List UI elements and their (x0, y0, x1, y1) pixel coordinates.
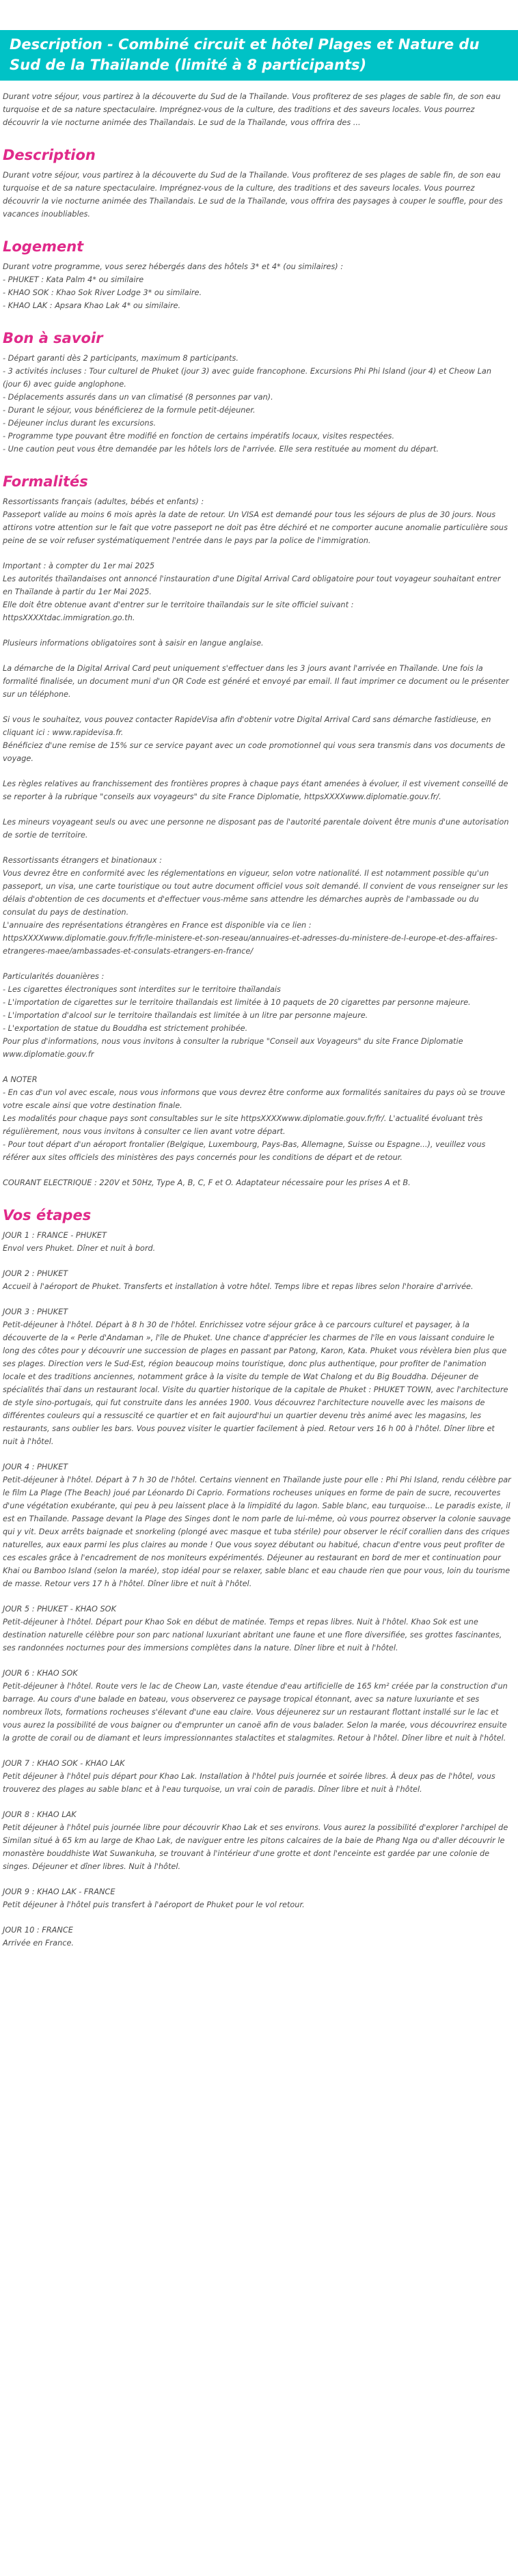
bon-a-savoir-line: - Programme type pouvant être modifié en fonction de certains impératifs locaux, visites respectées. (3, 432, 395, 441)
formalites-paragraph: Particularités douanières : - Les cigarettes électroniques sont interdites sur le territoire thaïlandais - L'importation de cigarettes sur le territoire thaïlandais est limitée à 10 paquets de 20 cigarettes par personne majeure. - L'importation d'alcool sur le territoire thaïlandais est limitée à un litre par personne majeure. - L'exportation de statue du Bouddha est strictement prohibée. Pour plus d'informations, nous vous invitons à consulter la rubrique "Conseil aux Voyageurs" du site France Diplomatie www.diplomatie.gouv.fr (3, 972, 471, 1059)
formalites-body (3, 495, 511, 1189)
day-title: JOUR 3 : PHUKET (3, 1307, 68, 1316)
day-text: Petit déjeuner à l'hôtel puis transfert à l'aéroport de Phuket pour le vol retour. (3, 1900, 305, 1909)
bon-a-savoir-line: - Durant le séjour, vous bénéficierez de la formule petit-déjeuner. (3, 406, 256, 415)
formalites-paragraph: Plusieurs informations obligatoires sont à saisir en langue anglaise. (3, 639, 264, 648)
logement-heading: Logement (3, 238, 84, 255)
spacer (3, 803, 511, 816)
spacer (3, 1590, 511, 1603)
spacer (3, 1911, 511, 1924)
day-block (3, 1924, 511, 1950)
day-title: JOUR 8 : KHAO LAK (3, 1810, 77, 1819)
spacer (3, 765, 511, 777)
formalites-paragraph: Les mineurs voyageant seuls ou avec une personne ne disposant pas de l'autorité parentale doivent être munis d'une autorisation de sortie de territoire. (3, 818, 509, 840)
page (0, 30, 518, 1950)
logement-list (3, 260, 511, 312)
logement-section (3, 237, 511, 312)
spacer (3, 1873, 511, 1885)
spacer (3, 1164, 511, 1176)
spacer (3, 1255, 511, 1267)
formalites-paragraph: Ressortissants français (adultes, bébés et enfants) : Passeport valide au moins 6 mois après la date de retour. Un VISA est demandé pour tous les séjours de plus de 30 jours. Nous attirons votre attention sur le fait que votre passeport ne doit pas être déchiré et ne comporter aucune anomalie particulière sous peine de se voir refuser systématiquement l'entrée dans le pays par la police de l'immigration. (3, 497, 508, 545)
logement-line: Durant votre programme, vous serez hébergés dans des hôtels 3* et 4* (ou similaires) : (3, 262, 344, 271)
title-banner (0, 30, 518, 81)
day-text: Accueil à l'aéroport de Phuket. Transferts et installation à votre hôtel. Temps libre et repas libres selon l'horaire d'arrivée. (3, 1282, 474, 1291)
formalites-paragraph: Si vous le souhaitez, vous pouvez contacter RapideVisa afin d'obtenir votre Digital Arrival Card sans démarche fastidieuse, en cliquant ici : www.rapidevisa.fr. Bénéficiez d'une remise de 15% sur ce service payant avec un code promotionnel qui vous sera transmis dans vos documents de voyage. (3, 715, 506, 763)
bon-a-savoir-heading: Bon à savoir (3, 330, 103, 346)
spacer (3, 1654, 511, 1667)
day-title: JOUR 4 : PHUKET (3, 1463, 68, 1471)
spacer (3, 958, 511, 970)
spacer (3, 701, 511, 713)
day-block (3, 1305, 511, 1448)
bon-a-savoir-line: - Départ garanti dès 2 participants, maximum 8 participants. (3, 354, 238, 363)
day-title: JOUR 7 : KHAO SOK - KHAO LAK (3, 1759, 125, 1768)
day-title: JOUR 2 : PHUKET (3, 1269, 68, 1278)
day-text: Envol vers Phuket. Dîner et nuit à bord. (3, 1244, 156, 1253)
day-block (3, 1757, 511, 1796)
bon-a-savoir-line: - Une caution peut vous être demandée par les hôtels lors de l'arrivée. Elle sera restituée au moment du départ. (3, 445, 439, 454)
day-title: JOUR 10 : FRANCE (3, 1926, 73, 1935)
formalites-paragraph: COURANT ELECTRIQUE : 220V et 50Hz, Type A, B, C, F et O. Adaptateur nécessaire pour les prises A et B. (3, 1178, 411, 1187)
day-text: Petit-déjeuner à l'hôtel. Départ à 8 h 30 de l'hôtel. Enrichissez votre séjour grâce à ce parcours culturel et paysager, à la découverte de la « Perle d'Andaman », l'île de Phuket. Une chance d'apprécier les charmes de l'île en vous laissant conduire le long des côtes pour y découvrir une succession de plages en passant par Patong, Karon, Kata. Phuket vous révèlera bien plus que ses plages. Direction vers le Sud-Est, région beaucoup moins touristique, donc plus authentique, pour profiter de l'animation locale et des traditions anciennes, notamment grâce à la visite du temple de Wat Chalong et du Big Bouddha. Déjeuner de spécialités thaï dans un restaurant local. Visite du quartier historique de la capitale de Phuket : PHUKET TOWN, avec l'architecture de style sino-portugais, qui fut construite dans les années 1900. Vous découvrez l'architecture nouvelle avec les maisons de différentes couleurs qui a ressuscité ce quartier et en fait aujourd'hui un quartier devenu très animé avec les magasins, les restaurants, sans oublier les bars. Vous pouvez visiter le quartier facilement à pied. Retour vers 16 h 00 à l'hôtel. Dîner libre et nuit à l'hôtel. (3, 1320, 508, 1446)
description-text: Durant votre séjour, vous partirez à la découverte du Sud de la Thaïlande. Vous profiterez de ses plages de sable fin, de son eau turquoise et de sa nature spectaculaire. Imprégnez-vous de la culture, des traditions et des saveurs locales. Vous pourrez découvrir la vie nocturne animée des Thaïlandais. Le sud de la Thaïlande, vous offrira des paysages à couper le souffle, pour des vacances inoubliables. (3, 171, 503, 219)
spacer (3, 624, 511, 637)
day-block (3, 1267, 511, 1293)
spacer (3, 1796, 511, 1808)
day-block (3, 1885, 511, 1911)
intro-text: Durant votre séjour, vous partirez à la découverte du Sud de la Thaïlande. Vous profiterez de ses plages de sable fin, de son eau turquoise et de sa nature spectaculaire. Imprégnez-vous de la culture, des traditions et des saveurs locales. Vous pourrez découvrir la vie nocturne animée des Thaïlandais. Le sud de la Thaïlande, vous offrira des ... (3, 92, 501, 127)
day-text: Petit-déjeuner à l'hôtel. Départ pour Khao Sok en début de matinée. Temps et repas libres. Nuit à l'hôtel. Khao Sok est une destination naturelle célèbre pour son parc national luxuriant abritant une faune et une flore diversifiée, ses grottes fascinantes, ses randonnées nocturnes pour des immersions complètes dans la nature. Dîner libre et nuit à l'hôtel. (3, 1618, 502, 1652)
day-text: Arrivée en France. (3, 1939, 74, 1948)
etapes-heading: Vos étapes (3, 1207, 92, 1223)
bon-a-savoir-line: - Déplacements assurés dans un van climatisé (8 personnes par van). (3, 393, 273, 402)
logement-line: - KHAO LAK : Apsara Khao Lak 4* ou similaire. (3, 301, 181, 310)
day-title: JOUR 1 : FRANCE - PHUKET (3, 1231, 107, 1240)
day-text: Petit-déjeuner à l'hôtel. Départ à 7 h 30 de l'hôtel. Certains viennent en Thaïlande juste pour elle : Phi Phi Island, rendu célèbre par le film La Plage (The Beach) joué par Léonardo Di Caprio. Formations rocheuses uniques en forme de pain de sucre, recouvertes d'une végétation exubérante, qui peu à peu laissent place à la limpidité du lagon. Sable blanc, eau turquoise... Le paradis existe, il est en Thaïlande. Passage devant la Plage des Singes dont le nom parle de lui-même, où vous pourrez observer la colonie sauvage qui y vit. Deux arrêts baignade et snorkeling (plongé avec masque et tuba stérile) pour observer le récif corallien dans des criques naturelles, aux eaux parmi les plus claires au monde ! Que vous soyez débutant ou habitué, chacun d'entre vous peut profiter de ces escales grâce à l'encadrement de nos moniteurs expérimentés. Déjeuner au restaurant en bord de mer et continuation pour Khai ou Bamboo Island (selon la marée), stop idéal pour se relaxer, sable blanc et eau chaude rien que pour vous, loin du tourisme de masse. Retour vers 17 h à l'hôtel. Dîner libre et nuit à l'hôtel. (3, 1476, 511, 1588)
formalites-paragraph: Les règles relatives au franchissement des frontières propres à chaque pays étant amenées à évoluer, il est vivement conseillé de se reporter à la rubrique "conseils aux voyageurs" du site France Diplomatie, httpsXXXXwww.diplomatie.gouv.fr/. (3, 779, 508, 801)
day-title: JOUR 5 : PHUKET - KHAO SOK (3, 1605, 116, 1614)
day-block (3, 1229, 511, 1255)
etapes-body (3, 1229, 511, 1950)
day-block (3, 1460, 511, 1590)
bon-a-savoir-line: - 3 activités incluses : Tour culturel de Phuket (jour 3) avec guide francophone. Excursions Phi Phi Island (jour 4) et Cheow Lan (jour 6) avec guide anglophone. (3, 367, 492, 389)
spacer (3, 650, 511, 662)
bon-a-savoir-line: - Déjeuner inclus durant les excursions. (3, 419, 156, 428)
day-block (3, 1667, 511, 1745)
day-title: JOUR 9 : KHAO LAK - FRANCE (3, 1887, 115, 1896)
description-section (3, 146, 511, 221)
logement-line: - KHAO SOK : Khao Sok River Lodge 3* ou similaire. (3, 288, 202, 297)
day-text: Petit déjeuner à l'hôtel puis journée libre pour découvrir Khao Lak et ses environs. Vous aurez la possibilité d'explorer l'archipel de Similan situé à 65 km au large de Khao Lak, de naviguer entre les pitons calcaires de la baie de Phang Nga ou d'aller découvrir le monastère bouddhiste Wat Suwankuha, se trouvant à l'intérieur d'une grotte et dont l'enceinte est gardée par une colonie de singes. Déjeuner et dîner libres. Nuit à l'hôtel. (3, 1823, 508, 1871)
formalites-section (3, 472, 511, 1189)
description-heading: Description (3, 147, 96, 163)
day-text: Petit déjeuner à l'hôtel puis départ pour Khao Lak. Installation à l'hôtel puis journée et soirée libres. À deux pas de l'hôtel, vous trouverez des plages au sable blanc et à l'eau turquoise, un vrai coin de paradis. Dîner libre et nuit à l'hôtel. (3, 1772, 495, 1794)
spacer (3, 1061, 511, 1073)
day-text: Petit-déjeuner à l'hôtel. Route vers le lac de Cheow Lan, vaste étendue d'eau artificielle de 165 km² créée par la construction d'un barrage. Au cours d'une balade en bateau, vous observerez ce paysage tropical étonnant, avec sa nature luxuriante et ses nombreux îlots, formations rocheuses s'élevant d'une eau claire. Vous déjeunerez sur un restaurant flottant installé sur le lac et vous aurez la possibilité de vous baigner ou d'emprunter un canoë afin de vous balader. Selon la marée, vous découvrirez ensuite la grotte de corail ou de diamant et leurs impressionnantes stalactites et stalagmites. Retour à l'hôtel. Dîner libre et nuit à l'hôtel. (3, 1682, 508, 1743)
day-block (3, 1603, 511, 1654)
formalites-paragraph: Important : à compter du 1er mai 2025 Les autorités thaïlandaises ont annoncé l'instauration d'une Digital Arrival Card obligatoire pour tout voyageur souhaitant entrer en Thaïlande à partir du 1er Mai 2025. Elle doit être obtenue avant d'entrer sur le territoire thaïlandais sur le site officiel suivant : httpsXXXXtdac.immigration.go.th. (3, 562, 501, 622)
day-title: JOUR 6 : KHAO SOK (3, 1669, 78, 1678)
spacer (3, 1448, 511, 1460)
spacer (3, 547, 511, 559)
formalites-paragraph: A NOTER - En cas d'un vol avec escale, nous vous informons que vous devrez être conforme aux formalités sanitaires du pays où se trouve votre escale ainsi que votre destination finale. Les modalités pour chaque pays sont consultables sur le site httpsXXXXwww.diplomatie.gouv.fr/fr/. L'actualité évoluant très régulièrement, nous vous invitons à consulter ce lien avant votre départ. - Pour tout départ d'un aéroport frontalier (Belgique, Luxembourg, Pays-Bas, Allemagne, Suisse ou Espagne...), veuillez vous référer aux sites officiels des ministères des pays concernés pour les conditions de départ et de retour. (3, 1075, 506, 1162)
etapes-section (3, 1206, 511, 1950)
formalites-paragraph: La démarche de la Digital Arrival Card peut uniquement s'effectuer dans les 3 jours avant l'arrivée en Thaïlande. Une fois la formalité finalisée, un document muni d'un QR Code est généré et envoyé par email. Il faut imprimer ce document ou le présenter sur un téléphone. (3, 664, 509, 699)
formalites-heading: Formalités (3, 473, 88, 490)
formalites-paragraph: Ressortissants étrangers et binationaux : Vous devrez être en conformité avec les réglementations en vigueur, selon votre nationalité. Il est notamment possible qu'un passeport, un visa, une carte touristique ou tout autre document officiel vous soit demandé. Il convient de vous renseigner sur les délais d'obtention de ces documents et d'effectuer vous-même sans attendre les démarches auprès de l'ambassade ou du consulat du pays de destination. L'annuaire des représentations étrangères en France est disponible via ce lien : httpsXXXXwww.diplomatie.gouv.fr/fr/le-ministere-et-son-reseau/annuaires-et-adresses-du-ministere-de-l-europe-et-des-affaires-etrangeres-maee/ambassades-et-consulats-etrangers-en-france/ (3, 856, 508, 956)
spacer (3, 1293, 511, 1305)
spacer (3, 842, 511, 854)
page-title: Description - Combiné circuit et hôtel Plages et Nature du Sud de la Thaïlande (limité à 8 participants) (10, 36, 480, 73)
logement-line: - PHUKET : Kata Palm 4* ou similaire (3, 275, 144, 284)
spacer (3, 1745, 511, 1757)
bon-a-savoir-list (3, 352, 511, 456)
day-block (3, 1808, 511, 1873)
bon-a-savoir-section (3, 329, 511, 456)
content (0, 90, 518, 1950)
